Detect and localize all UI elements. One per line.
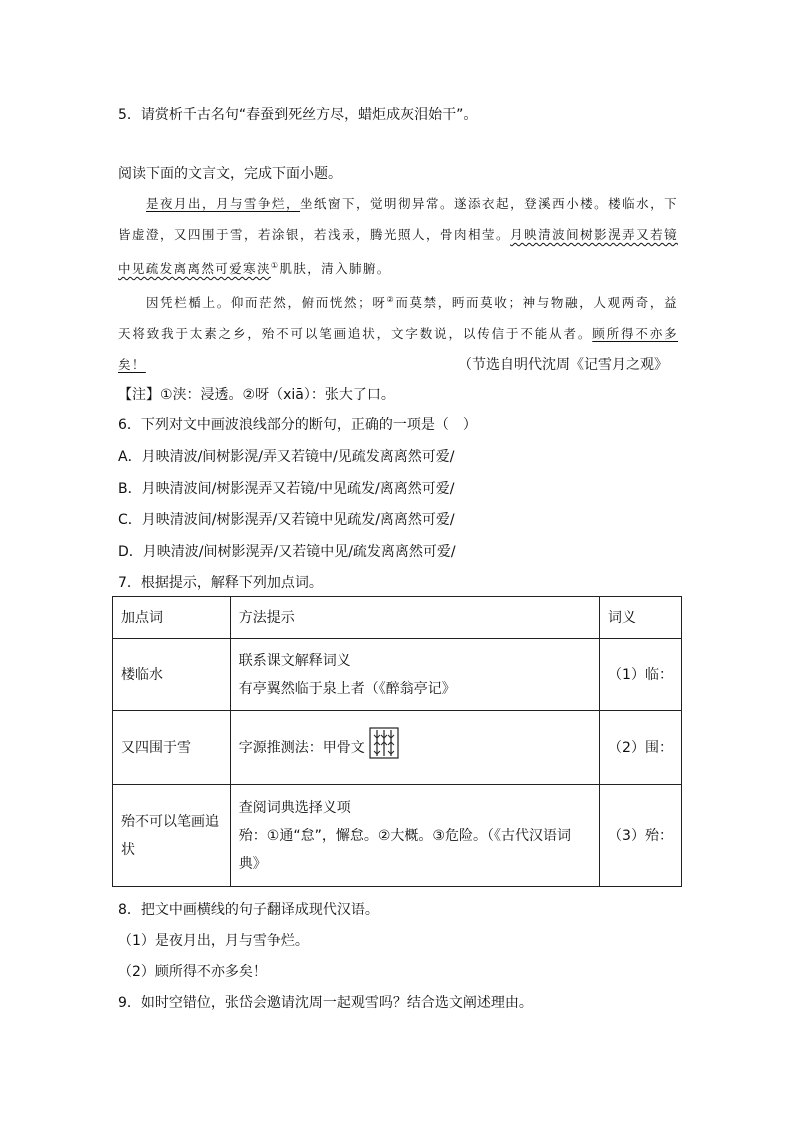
row-meaning: （1）临： [600, 639, 682, 711]
row-meaning: （3）殆： [600, 785, 682, 887]
classical-passage [118, 188, 678, 380]
row-hint: 联系课文解释词义 有亭翼然临于泉上者（《醉翁亭记》 [230, 639, 599, 711]
table-row [113, 785, 682, 887]
vocabulary-table [112, 596, 682, 887]
row-word: 又四围于雪 [113, 711, 231, 785]
question-5: 5．请赏析千古名句“春蚕到死丝方尽，蜡炬成灰泪始干”。 [118, 107, 478, 123]
option-c: C．月映清波间/树影滉弄/又若镜中见疏发/离离然可爱/ [118, 512, 455, 528]
question-8-stem: 8．把文中画横线的句子翻译成现代汉语。 [118, 902, 379, 918]
reading-intro: 阅读下面的文言文，完成下面小题。 [118, 166, 342, 182]
underlined-sentence-1: 是夜月出，月与雪争烂， [146, 196, 301, 211]
option-b: B．月映清波间/树影滉弄又若镜/中见疏发/离离然可爱/ [118, 481, 455, 497]
table-row [113, 639, 682, 711]
row-hint: 字源推测法：甲骨文 [230, 711, 599, 785]
row-meaning: （2）围： [600, 711, 682, 785]
passage-paragraph-2: 因凭栏楯上。仰而茫然，俯而恍然；呀②而莫禁，眄而莫收；神与物融，人观两奇，益天将致我于太素之乡，殆不可以笔画追状，文字数说，以传信于不能从者。顾所得不亦多矣！ [118, 295, 679, 373]
row-hint: 查阅词典选择义项 殆：①通“怠”，懈怠。②大概。③危险。（《古代汉语词 典》 [230, 785, 599, 887]
table-row [113, 711, 682, 785]
row-word: 楼临水 [113, 639, 231, 711]
underlined-sentence-2: 顾所得不亦多矣！ [118, 326, 679, 373]
footnote-marker-2: ② [386, 295, 396, 305]
row-word: 殆不可以笔画追 状 [113, 785, 231, 887]
question-7-stem: 7．根据提示，解释下列加点词。 [118, 575, 323, 591]
question-9: 9．如时空错位，张岱会邀请沈周一起观雪吗？结合选文阐述理由。 [118, 995, 533, 1011]
question-6-stem: 6．下列对文中画波浪线部分的断句，正确的一项是（ ） [118, 417, 477, 433]
option-d: D．月映清波/间树影滉弄/又若镜中见/疏发离离然可爱/ [118, 544, 456, 560]
option-a: A．月映清波/间树影滉/弄又若镜中/见疏发离离然可爱/ [118, 449, 455, 465]
oracle-bone-glyph-icon [369, 727, 399, 769]
header-meaning: 词义 [600, 597, 682, 639]
question-8-item-2: （2）顾所得不亦多矣！ [118, 964, 267, 980]
table-header-row [113, 597, 682, 639]
passage-paragraph-1: 是夜月出，月与雪争烂，坐纸窗下，觉明彻异常。遂添衣起，登溪西小楼。楼临水，下皆虚澄，又四围于雪，若涂银，若浅汞，腾光照人，骨肉相莹。月映清波间树影滉弄又若镜中见疏发离离然可爱寒浃①肌肤，清入肺腑。 [118, 196, 678, 277]
header-word: 加点词 [113, 597, 231, 639]
footnote: 【注】①浃：浸透。②呀（xiā）：张大了口。 [118, 387, 395, 403]
header-hint: 方法提示 [230, 597, 599, 639]
question-8-item-1: （1）是夜月出，月与雪争烂。 [118, 933, 309, 949]
passage-source: （节选自明代沈周《记雪月之观》 [458, 357, 668, 373]
wavy-line-sentence: 月映清波间树影滉弄又若镜中见疏发离离然可爱寒浃 [118, 227, 678, 277]
footnote-marker-1: ① [270, 261, 280, 270]
